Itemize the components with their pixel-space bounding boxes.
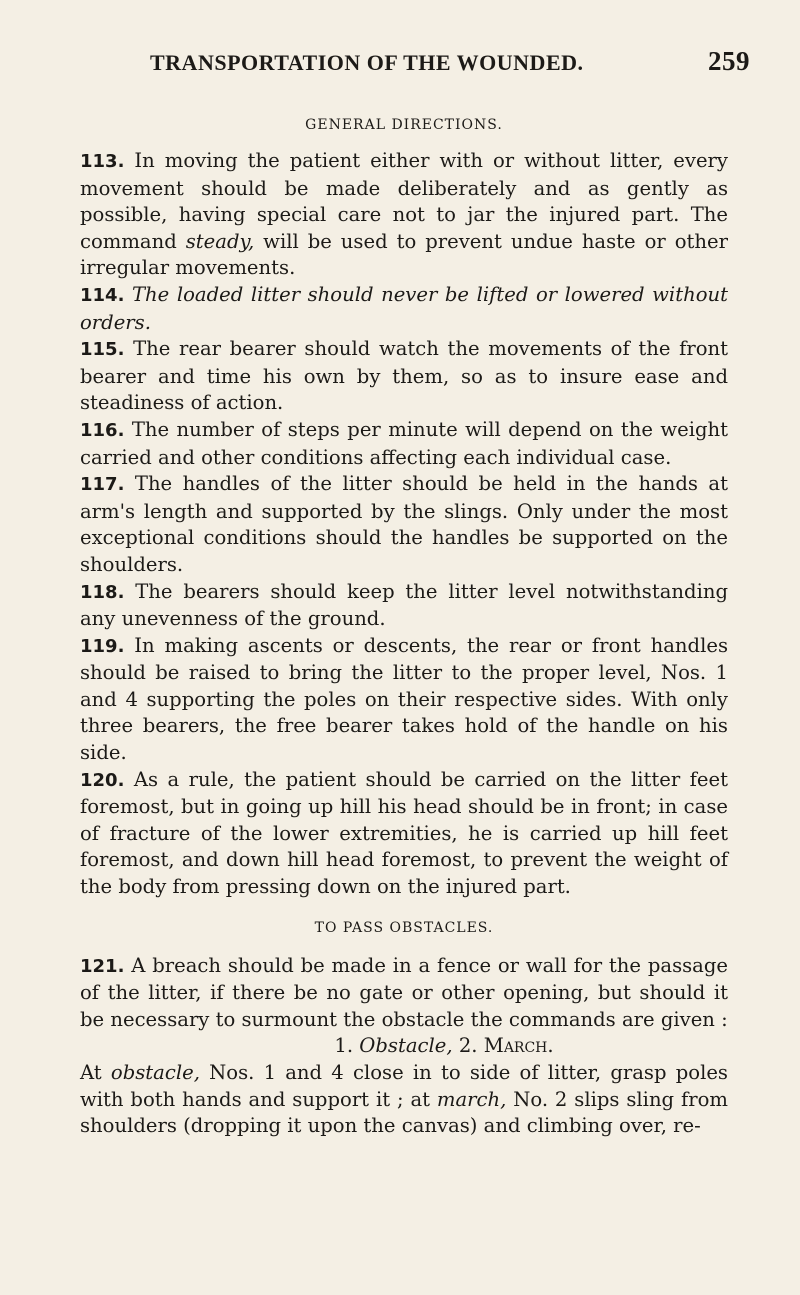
paragraph-number: 120. [80,769,125,791]
section-heading-to-pass-obstacles: TO PASS OBSTACLES. [314,919,494,936]
command-obstacle: Obstacle, [359,1034,453,1058]
command-number: 1. [334,1034,354,1058]
page-number: 259 [708,46,750,76]
paragraph-text: The handles of the litter should be held in the hands at arm's length and supported by the slings. Only under the most exceptional conditions should the handles be supported on the shoulders. [80,472,728,576]
running-head [150,46,750,77]
paragraph-number: 115. [80,339,125,361]
paragraph-text: A breach should be made in a fence or wall for the passage of the litter, if there be no gate or other opening, but should it be necessary to surmount the obstacle the commands are given : [80,953,728,1031]
command-line [80,1033,728,1060]
paragraph-continuation [80,1060,728,1140]
paragraph-120 [80,767,728,901]
italic-text: The loaded litter should never be lifted or lowered without orders. [80,282,728,334]
paragraph-text: The rear bearer should watch the movements of the front bearer and time his own by them, so as to insure ease and steadiness of action. [80,337,728,415]
paragraph-115 [80,336,728,417]
paragraph-121 [80,953,728,1034]
paragraph-text: No. 2 slips sling from shoulders (dropping it upon the canvas) and climbing over, re- [80,1087,728,1138]
paragraph-118 [80,579,728,633]
paragraph-number: 113. [80,151,125,172]
paragraph-116 [80,417,728,471]
body-text [80,112,728,1140]
paragraph-text: The bearers should keep the litter level notwithstanding any unevenness of the ground. [80,579,728,631]
section-heading-general-directions: GENERAL DIRECTIONS. [305,117,503,133]
paragraph-text: In moving the patient either with or without litter, every movement should be made deliberately and as gently as possible, having special care not to jar the injured part. The command [80,149,728,253]
paragraph-text: The number of steps per minute will depend on the weight carried and other conditions affecting each individual case. [80,417,728,469]
paragraph-text: In making ascents or descents, the rear or front handles should be raised to bring the litter to the proper level, Nos. 1 and 4 supporting the poles on their respective sides. With only three bearers, the free bearer takes hold of the handle on his side. [80,633,728,765]
paragraph-119 [80,633,728,767]
paragraph-number: 114. [80,284,125,306]
italic-term: march, [436,1087,507,1111]
paragraph-text: As a rule, the patient should be carried on the litter feet foremost, but in going up hill his head should be in front; in case of fracture of the lower extremities, he is carried up hill feet foremost, and down hill head foremost, to prevent the weight of the body from pressing down on the injured part. [80,767,728,899]
paragraph-number: 117. [80,474,125,496]
italic-term: steady, [185,229,255,253]
running-head-title: TRANSPORTATION OF THE WOUNDED. [150,50,584,75]
paragraph-text [124,283,132,306]
paragraph-number: 119. [80,635,125,657]
paragraph-text: will be used to prevent undue haste or other irregular movements. [80,229,728,280]
paragraph-113 [80,148,728,282]
paragraph-number: 116. [80,419,125,441]
command-number: 2. [458,1034,478,1058]
paragraph-114 [80,282,728,336]
paragraph-text: Nos. 1 and 4 close in to side of litter, grasp poles with both hands and support it ; at [80,1061,728,1111]
paragraph-number: 118. [80,581,125,603]
paragraph-number: 121. [80,955,125,977]
command-march: March. [483,1034,554,1058]
paragraph-117 [80,471,728,578]
paragraph-text: At [80,1061,111,1084]
italic-term: obstacle, [110,1061,200,1084]
